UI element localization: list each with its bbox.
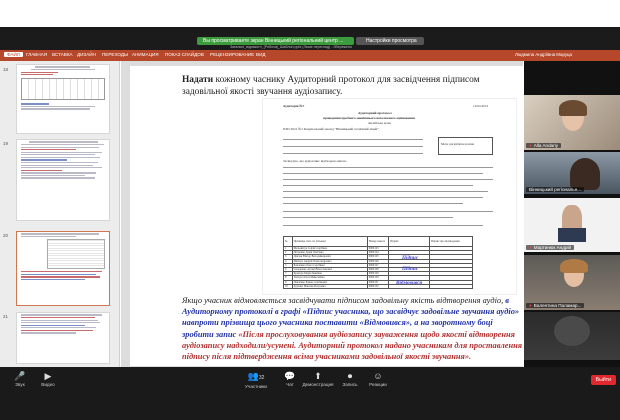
participant-tile[interactable] bbox=[524, 198, 620, 252]
slide-thumbnail[interactable] bbox=[16, 312, 110, 364]
mic-muted-icon: ● bbox=[529, 303, 532, 308]
table-cell: 0000132 bbox=[367, 284, 388, 288]
thumb-number: 18 bbox=[3, 67, 9, 72]
protocol-subtitle: проведення пробного зовнішнього незалежного оцінювання bbox=[323, 116, 415, 120]
record-button[interactable]: ⏺ Запись bbox=[330, 371, 370, 387]
table-row bbox=[284, 284, 473, 288]
protocol-subject: англійська мова bbox=[368, 121, 391, 125]
tab-slideshow[interactable]: ПОКАЗ СЛАЙДОВ bbox=[165, 52, 204, 57]
table-cell: Ткачук Олеся Миколаївна bbox=[292, 276, 367, 280]
participant-figure bbox=[570, 158, 600, 190]
protocol-sig-line: Засвідчую, що аудіозапис відтворено якісно bbox=[283, 159, 347, 163]
table-cell: Павленко Роман Сергійович bbox=[292, 280, 367, 284]
heading-bold: Надати bbox=[182, 75, 214, 85]
ribbon bbox=[0, 50, 620, 61]
record-icon: ⏺ bbox=[347, 371, 353, 381]
participant-name: ● Валентина Паламар... bbox=[526, 303, 584, 308]
people-icon: 👥32 bbox=[247, 371, 265, 381]
participant-tile[interactable] bbox=[524, 152, 620, 194]
window-title: Загальні_відомості_(Робоча)_Шаблон.pptx (Лише перегляд) - Збережено bbox=[230, 45, 352, 49]
table-cell: Петренко Дарія Олегівна bbox=[292, 251, 367, 255]
table-cell: Бойченко Ольга Сергіївна bbox=[292, 263, 367, 267]
table-header-cell: № bbox=[284, 237, 293, 247]
table-cell: 0000129 bbox=[367, 272, 388, 276]
signature-stamp: Підпис bbox=[402, 255, 419, 261]
refused-stamp: Відмовився bbox=[396, 280, 423, 286]
smile-icon: ☺ bbox=[373, 371, 383, 381]
table-cell: 0000124 bbox=[367, 251, 388, 255]
slide-thumbnail[interactable] bbox=[16, 139, 110, 221]
slide-thumbnails-panel[interactable] bbox=[0, 61, 120, 367]
share-screen-button[interactable]: ⬆ Демонстрация bbox=[298, 371, 338, 387]
table-cell: 5 bbox=[284, 263, 293, 267]
share-status-bar: Вы просматриваете экран Вінницький регіональний центр ... bbox=[197, 37, 354, 45]
table-cell: 0000123 bbox=[367, 247, 388, 251]
table-cell: Сидоренко Артем Вячеславович bbox=[292, 267, 367, 271]
table-cell: 8 bbox=[284, 276, 293, 280]
table-cell: 0000131 bbox=[367, 280, 388, 284]
leave-meeting-button[interactable]: Выйти bbox=[591, 375, 616, 385]
table-header-cell: Прізвище, ім'я, по батькові bbox=[292, 237, 367, 247]
protocol-date: 10.04.2021 bbox=[473, 104, 489, 108]
avatar bbox=[554, 316, 590, 346]
tab-animation[interactable]: АНИМАЦИЯ bbox=[132, 52, 159, 57]
protocol-number: Аудиторія №7 bbox=[283, 104, 305, 108]
table-cell: 10 bbox=[284, 284, 293, 288]
para-part-2: в Аудиторному протоколі в графі «Підпис учасника, що засвідчує задовільне звучання аудіо» навпроти прізвища цього учасника поставити «Відмовився», а на зворотному боці зробити запис bbox=[182, 296, 520, 339]
table-cell: 7 bbox=[284, 272, 293, 276]
stamp-box bbox=[438, 137, 493, 155]
mic-muted-icon: ● bbox=[529, 143, 532, 148]
table-cell: Мельничук Софія Сергіївна bbox=[292, 247, 367, 251]
thumb-number: 19 bbox=[3, 141, 9, 146]
table-header-row bbox=[284, 237, 473, 247]
table-cell: 0000126 bbox=[367, 259, 388, 263]
tab-insert[interactable]: ВСТАВКА bbox=[52, 52, 73, 57]
slide-paragraph bbox=[182, 295, 526, 362]
table-cell: 0000127 bbox=[367, 263, 388, 267]
participant-tile[interactable] bbox=[524, 312, 620, 360]
participant-hair bbox=[560, 259, 588, 273]
protocol-title: Аудиторний протокол bbox=[358, 111, 392, 115]
table-cell: 1 bbox=[284, 247, 293, 251]
protocol-region: ПЗП 2021 №1 Комунальний заклад "Вінницький технічний ліцей" bbox=[283, 127, 379, 131]
audio-button[interactable]: 🎤 Звук bbox=[0, 371, 40, 387]
para-part-3: «Після прослуховування аудіозапису зауваження щодо якості відтворення аудіозапису надходили/усунені. Аудиторний протокол надано учасникам для проставлення підпису після підтвердження всіма учасниками задовільної якості звучання». bbox=[182, 329, 523, 362]
table-cell: 3 bbox=[284, 255, 293, 259]
tab-design[interactable]: ДИЗАЙН bbox=[77, 52, 96, 57]
table-cell: Руденко Максим Петрович bbox=[292, 284, 367, 288]
microphone-icon: 🎤 bbox=[14, 371, 26, 381]
thumb-number: 21 bbox=[3, 314, 9, 319]
tab-home[interactable]: ГЛАВНАЯ bbox=[26, 52, 48, 57]
participant-tile[interactable] bbox=[524, 95, 620, 150]
tab-view[interactable]: ВИД bbox=[256, 52, 266, 57]
slide-heading bbox=[182, 74, 522, 98]
participant-tile[interactable] bbox=[524, 255, 620, 310]
para-part-1: Якщо учасник відмовляється засвідчувати підписом задовільну якість відтворення аудіо, bbox=[182, 296, 506, 305]
view-options-button[interactable]: Настройки просмотра bbox=[356, 37, 424, 45]
participant-hair bbox=[559, 100, 587, 116]
table-cell: 4 bbox=[284, 259, 293, 263]
heading-text: кожному часнику Аудиторний протокол для засвідчення підписом задовільної якості звучання аудіозапису. bbox=[182, 75, 480, 97]
protocol-table bbox=[283, 236, 473, 289]
table-cell: 0000130 bbox=[367, 276, 388, 280]
table-cell: 6 bbox=[284, 267, 293, 271]
signature-stamp: Підпис bbox=[402, 266, 419, 272]
table-cell: 9 bbox=[284, 280, 293, 284]
participants-button[interactable]: 👥32 Участники bbox=[236, 371, 276, 389]
protocol-document-image bbox=[262, 98, 517, 295]
user-name: Людмила Андріївна Маруца bbox=[515, 52, 572, 57]
share-icon: ⬆ bbox=[314, 371, 322, 381]
table-cell: 0000125 bbox=[367, 255, 388, 259]
participant-name: ● Мартинюк Андрій bbox=[526, 245, 574, 250]
table-cell: Кравчук Марія Іванівна bbox=[292, 272, 367, 276]
reactions-button[interactable]: ☺ Реакции bbox=[358, 371, 398, 387]
participant-suit bbox=[558, 228, 586, 242]
table-header-cell: Підпис про відтворення bbox=[430, 237, 473, 247]
tab-review[interactable]: РЕЦЕНЗИРОВАНИЕ bbox=[210, 52, 255, 57]
table-cell: Данчак Віктор Володимирович bbox=[292, 255, 367, 259]
participant-name: ● Alla Andariy bbox=[526, 143, 561, 148]
chat-icon: 💬 bbox=[284, 371, 296, 381]
table-header-cell: Номер пакета bbox=[367, 237, 388, 247]
thumb-number: 20 bbox=[3, 233, 9, 238]
table-header-cell: Підпис bbox=[389, 237, 430, 247]
slide-thumbnail[interactable] bbox=[16, 64, 110, 134]
stamp-box-label: Місце для відбитка печатки bbox=[441, 143, 474, 146]
chat-button[interactable]: 💬 Чат bbox=[270, 371, 310, 387]
meeting-toolbar bbox=[0, 367, 620, 420]
mic-muted-icon: ● bbox=[529, 245, 532, 250]
video-button[interactable]: ▶ Видео bbox=[28, 371, 68, 387]
tab-file[interactable]: ФАЙЛ bbox=[4, 52, 23, 57]
camera-icon: ▶ bbox=[44, 371, 52, 381]
participant-name: Вінницький регіональн... bbox=[526, 187, 584, 192]
slide-thumbnail-selected[interactable] bbox=[16, 231, 110, 306]
table-cell: Шевчук Андрій Олександрович bbox=[292, 259, 367, 263]
table-cell: 0000128 bbox=[367, 267, 388, 271]
table-cell: 2 bbox=[284, 251, 293, 255]
tab-transitions[interactable]: ПЕРЕХОДЫ bbox=[102, 52, 129, 57]
